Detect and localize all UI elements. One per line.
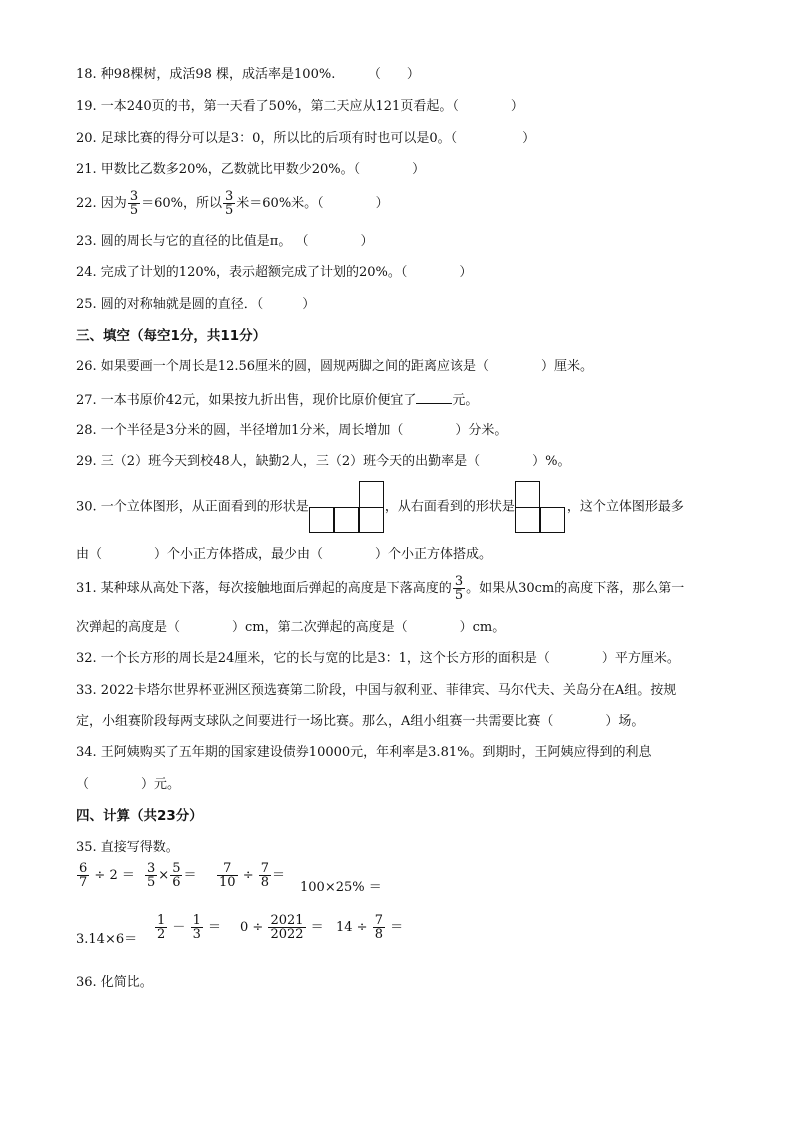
- question-25: 25. 圆的对称轴就是圆的直径．（ ）: [76, 297, 316, 312]
- calc-item: 3.14×6＝: [76, 932, 138, 947]
- fraction-three-fifths: $\frac{3}{5}$: [129, 189, 139, 218]
- question-24: 24. 完成了计划的120%，表示超额完成了计划的20%。（ ）: [76, 265, 473, 280]
- question-34: 34. 王阿姨购买了五年期的国家建设债券10000元，年利率是3.81%。到期时，王阿姨应得到的利息: [76, 745, 652, 760]
- calc-item: 14 ÷ $\frac{7}{8}$ ＝: [336, 913, 404, 942]
- calc-item: 100×25% ＝: [300, 880, 382, 895]
- question-29: 29. 三（2）班今天到校48人，缺勤2人，三（2）班今天的出勤率是（ ）%。: [76, 454, 571, 469]
- question-30-continued: 由（ ）个小正方体搭成，最少由（ ）个小正方体搭成。: [76, 547, 493, 562]
- question-33: 33. 2022卡塔尔世界杯亚洲区预选赛第二阶段，中国与叙利亚、菲律宾、马尔代夫、关岛分在A组。按规: [76, 683, 677, 698]
- question-35: 35. 直接写得数。: [76, 840, 179, 855]
- calc-item: $\frac{6}{7}$ ÷ 2 ＝: [79, 861, 135, 890]
- answer-blank: [416, 391, 452, 404]
- question-20: 20. 足球比赛的得分可以是3：0，所以比的后项有时也可以是0。（ ）: [76, 131, 536, 146]
- section-heading-fill-in: 三、填空（每空1分，共11分）: [76, 328, 267, 344]
- calc-item: $\frac{1}{2}$ － $\frac{1}{3}$ ＝: [157, 913, 222, 942]
- question-33-continued: 定，小组赛阶段每两支球队之间要进行一场比赛。那么，A组小组赛一共需要比赛（ ）场。: [76, 714, 645, 729]
- question-18: 18. 种98棵树，成活98 棵，成活率是100%. （ ）: [76, 67, 420, 82]
- question-19: 19. 一本240页的书，第一天看了50%，第二天应从121页看起。（ ）: [76, 99, 524, 114]
- calc-item: $\frac{3}{5}$ × $\frac{5}{6}$ ＝: [147, 861, 197, 890]
- fraction-three-fifths: $\frac{3}{5}$: [454, 574, 464, 603]
- calc-item: $\frac{7}{10}$ ÷ $\frac{7}{8}$ ＝: [219, 861, 286, 890]
- question-21: 21. 甲数比乙数多20%，乙数就比甲数少20%。（ ）: [76, 162, 426, 177]
- fraction-three-fifths: $\frac{3}{5}$: [225, 189, 234, 218]
- question-31: 31. 某种球从高处下落，每次接触地面后弹起的高度是下落高度的 $\frac{3}{5}$ 。如果从30cm的高度下落，那么第一: [76, 574, 685, 603]
- right-view-figure: [515, 480, 567, 534]
- front-view-figure: [309, 480, 385, 534]
- question-26: 26. 如果要画一个周长是12.56厘米的圆，圆规两脚之间的距离应该是（ ）厘米。: [76, 359, 594, 374]
- question-27: 27. 一本书原价42元，如果按九折出售，现价比原价便宜了 元。: [76, 393, 479, 408]
- question-32: 32. 一个长方形的周长是24厘米，它的长与宽的比是3：1，这个长方形的面积是（ ）平方厘米。: [76, 651, 680, 666]
- question-28: 28. 一个半径是3分米的圆，半径增加1分米，周长增加（ ）分米。: [76, 423, 508, 438]
- question-31-continued: 次弹起的高度是（ ）cm，第二次弹起的高度是（ ）cm。: [76, 620, 506, 635]
- question-36: 36. 化简比。: [76, 975, 153, 990]
- question-22: 22. 因为 $\frac{3}{5}$ ＝60%，所以 $\frac{3}{5}$ 米＝60%米。（ ）: [76, 189, 389, 218]
- calc-item: 0 ÷ $\frac{2021}{2022}$ ＝: [240, 913, 324, 942]
- question-34-continued: （ ）元。: [76, 777, 181, 792]
- section-heading-calculation: 四、计算（共23分）: [76, 808, 203, 824]
- question-30: 30. 一个立体图形，从正面看到的形状是 ，从右面看到的形状是 ，这个立体图形最多: [76, 480, 684, 534]
- question-23: 23. 圆的周长与它的直径的比值是π。 （ ）: [76, 234, 374, 249]
